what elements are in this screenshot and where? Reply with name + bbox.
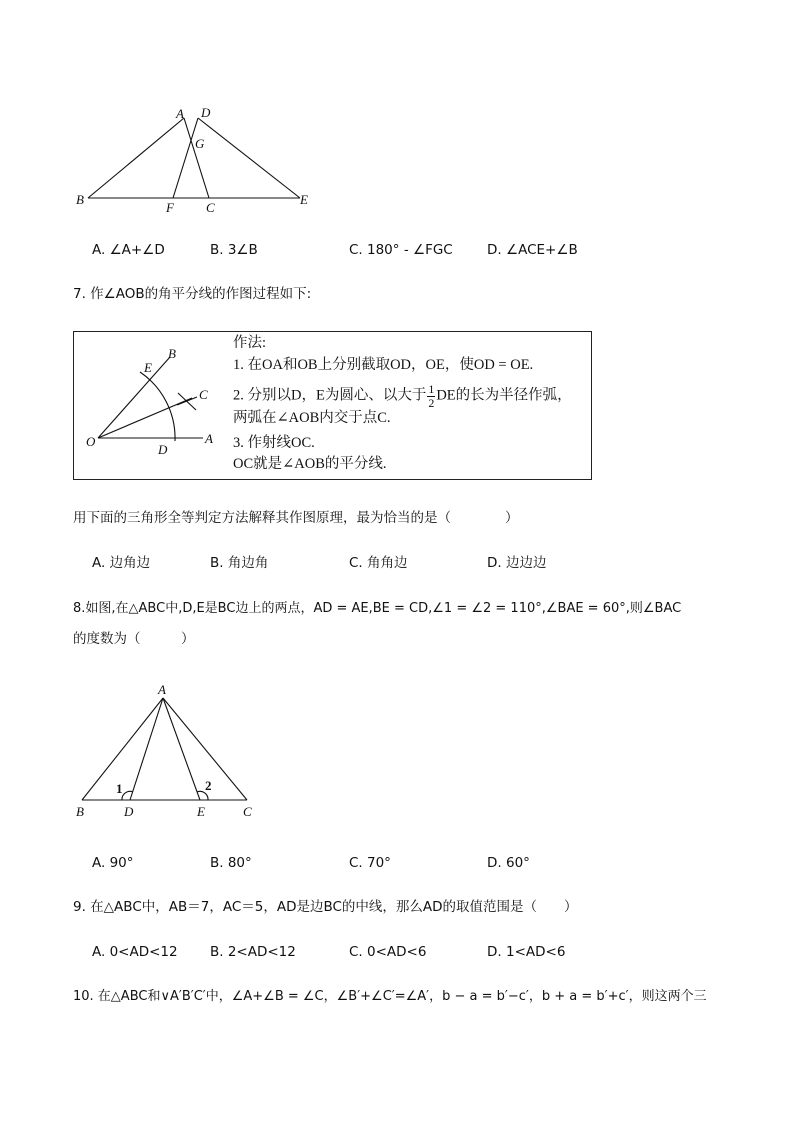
q8-option-c[interactable]: C. 70°	[349, 855, 391, 871]
label-B: B	[76, 192, 84, 207]
segment-AE	[163, 698, 200, 800]
label-A: A	[176, 106, 184, 121]
q7-option-c[interactable]: C. 角角边	[349, 555, 408, 571]
method-step-3: 3. 作射线OC.	[233, 435, 315, 451]
q8-stem-line-2: 的度数为（ ）	[73, 631, 195, 647]
q8-option-b[interactable]: B. 80°	[210, 855, 252, 871]
method-step-1: 1. 在OA和OB上分别截取OD，OE，使OD = OE.	[233, 357, 534, 373]
fraction-half: $\frac{1}{2}$	[428, 382, 435, 410]
q7-option-b[interactable]: B. 角边角	[210, 555, 269, 571]
label-E: E	[197, 804, 205, 819]
label-B: B	[76, 804, 84, 819]
q9-option-b[interactable]: B. 2<AD<12	[210, 944, 296, 960]
q7-stem: 7. 作∠AOB的角平分线的作图过程如下:	[73, 286, 312, 302]
q7-option-a[interactable]: A. 边角边	[92, 555, 151, 571]
label-B: B	[168, 346, 176, 361]
label-A: A	[158, 682, 166, 697]
q10-stem: 10. 在△ABC和∨A′B′C′中，∠A+∠B = ∠C，∠B′+∠C′=∠A′，b − a = b′−c′，b + a = b′+c′，则这两个三	[73, 989, 707, 1004]
label-C: C	[206, 200, 215, 215]
q8-option-d[interactable]: D. 60°	[487, 855, 530, 871]
label-D: D	[124, 804, 134, 819]
q6-option-a[interactable]: A. ∠A+∠D	[92, 242, 165, 258]
q9-option-a[interactable]: A. 0<AD<12	[92, 944, 178, 960]
q8-stem-line-1: 8.如图,在△ABC中,D,E是BC边上的两点，AD = AE,BE = CD,∠1 = ∠2 = 110°,∠BAE = 60°,则∠BAC	[73, 601, 682, 616]
label-E: E	[144, 360, 152, 375]
method-step-2-line-2: 两弧在∠AOB内交于点C.	[233, 410, 391, 426]
q6-option-b[interactable]: B. 3∠B	[210, 242, 258, 258]
label-C: C	[243, 804, 252, 819]
q9-stem: 9. 在△ABC中，AB＝7，AC＝5，AD是边BC的中线，那么AD的取值范围是（ ）	[73, 899, 578, 915]
label-G: G	[195, 136, 205, 151]
q6-option-d[interactable]: D. ∠ACE+∠B	[487, 242, 578, 258]
label-A: A	[205, 431, 213, 446]
segment-AD	[130, 698, 163, 800]
q7-question: 用下面的三角形全等判定方法解释其作图原理，最为恰当的是（ ）	[73, 510, 519, 526]
q9-option-d[interactable]: D. 1<AD<6	[487, 944, 566, 960]
q7-option-d[interactable]: D. 边边边	[487, 555, 547, 571]
label-angle-1: 1	[116, 781, 123, 796]
q8-option-a[interactable]: A. 90°	[92, 855, 134, 871]
label-O: O	[86, 434, 96, 449]
q6-option-c[interactable]: C. 180° - ∠FGC	[349, 242, 453, 258]
label-D: D	[158, 442, 168, 457]
method-title: 作法:	[233, 335, 267, 351]
step-2-suffix: DE的长为半径作弧，	[436, 387, 572, 404]
step-2-prefix: 2. 分别以D，E为圆心、以大于	[233, 387, 427, 404]
method-conclusion: OC就是∠AOB的平分线.	[233, 456, 387, 472]
q9-option-c[interactable]: C. 0<AD<6	[349, 944, 427, 960]
label-angle-2: 2	[205, 778, 212, 793]
label-C: C	[199, 387, 208, 402]
segment-AB	[82, 698, 163, 800]
label-F: F	[166, 200, 174, 215]
label-D: D	[201, 105, 211, 120]
label-E: E	[300, 192, 308, 207]
